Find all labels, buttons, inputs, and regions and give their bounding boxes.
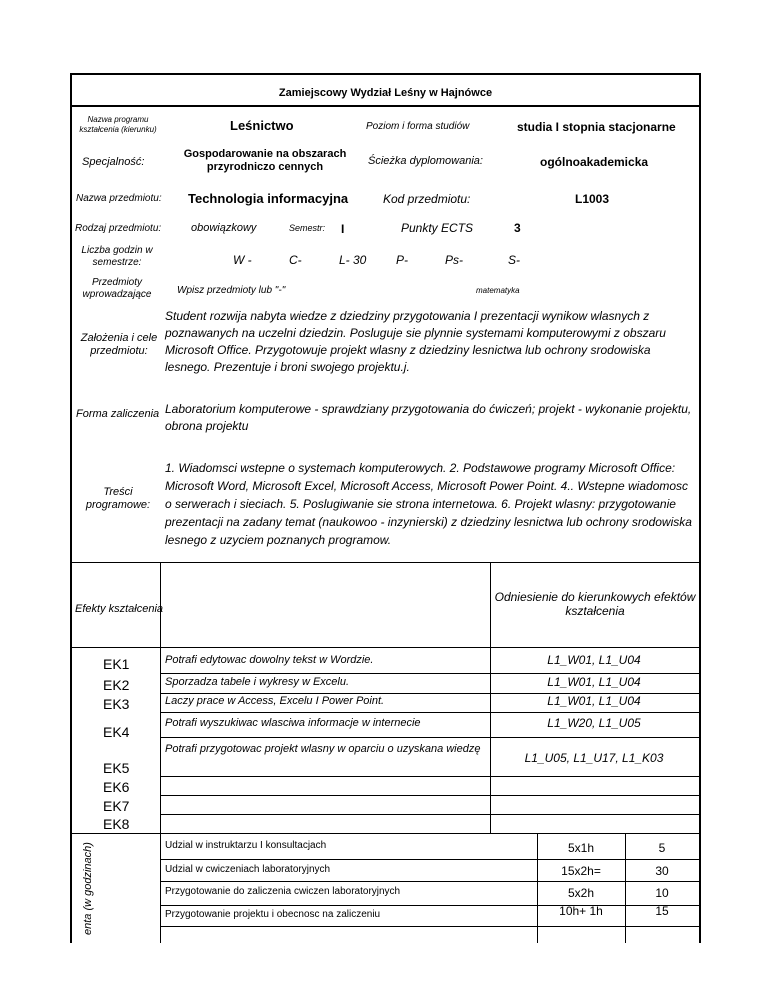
workload-activity: Udzial w cwiczeniach laboratoryjnych	[165, 864, 331, 875]
divider	[70, 647, 701, 648]
semester-value: I	[341, 222, 345, 236]
subject-label: Nazwa przedmiotu:	[76, 193, 162, 204]
specialty-label: Specjalność:	[82, 156, 145, 168]
outcome-text: Laczy prace w Access, Excelu I Power Point.	[165, 695, 385, 707]
workload-activity: Przygotowanie projektu i obecnosc na zaliczeniu	[165, 909, 381, 920]
program-value: Leśnictwo	[230, 118, 294, 133]
divider	[160, 859, 701, 860]
prereq-label: Przedmioty wprowadzające	[82, 277, 152, 300]
hours-c: C-	[289, 253, 302, 267]
divider	[160, 712, 701, 713]
divider	[160, 881, 701, 882]
workload-side-label: enta (w godzinach)	[82, 842, 94, 935]
divider	[70, 833, 701, 834]
hours-s: S-	[508, 253, 520, 267]
outcome-code: EK5	[103, 760, 130, 776]
level-value: studia I stopnia stacjonarne	[517, 120, 676, 134]
subject-value: Technologia informacyjna	[188, 191, 349, 206]
ects-value: 3	[514, 221, 521, 235]
outcome-code: EK2	[103, 677, 130, 693]
outcome-code: EK8	[103, 816, 130, 832]
prereq-value: matematyka	[476, 286, 520, 295]
divider	[160, 562, 161, 647]
outcome-ref: L1_W01, L1_U04	[547, 694, 641, 708]
divider	[160, 737, 701, 738]
workload-calc: 10h+ 1h	[559, 904, 603, 918]
outcome-text: Potrafi wyszukiwac wlasciwa informacje w internecie	[165, 717, 421, 729]
workload-calc: 15x2h=	[561, 864, 601, 878]
goals-text: Student rozwija nabyta wiedze z dziedziny przygotowania I prezentacji wynikow wlasnych z poznawanych na uczelni dziedzin. Posluguje sie plynnie systemami komputerowymi z obszaru Microsoft Office. Przygotowuje projekt wlasny z dziedziny lesnictwa lub ochrony srodowiska lesnego. Prezentuje i broni swojego projektu.j.	[165, 309, 666, 374]
type-label: Rodzaj przedmiotu:	[75, 223, 162, 234]
hours-ps: Ps-	[445, 253, 463, 267]
divider	[160, 814, 701, 815]
outcome-code: EK6	[103, 779, 130, 795]
divider	[490, 562, 491, 647]
divider	[70, 105, 701, 107]
outcome-code: EK7	[103, 798, 130, 814]
specialty-value: Gospodarowanie na obszarach przyrodniczo cennych	[183, 148, 347, 174]
outcome-text: Potrafi przygotowac projekt wlasny w oparciu o uzyskana wiedzę	[165, 743, 481, 755]
workload-activity: Przygotowanie do zaliczenia cwiczen laboratoryjnych	[165, 886, 401, 897]
divider	[160, 926, 701, 927]
workload-hours: 30	[655, 864, 669, 878]
assessment-text: Laboratorium komputerowe - sprawdziany przygotowania do ćwiczeń; projekt - wykonanie projektu, obrona projektu	[165, 402, 692, 433]
divider	[160, 776, 701, 777]
workload-hours: 15	[655, 904, 669, 918]
hours-w: W -	[233, 253, 252, 267]
level-label: Poziom i forma studiów	[366, 121, 470, 132]
outcome-text: Sporzadza tabele i wykresy w Excelu.	[165, 676, 350, 688]
divider	[70, 562, 701, 563]
outcome-code: EK4	[103, 724, 130, 740]
outcomes-label: Efekty kształcenia	[75, 603, 164, 615]
outcome-ref: L1_W20, L1_U05	[547, 716, 641, 730]
path-label: Ścieżka dyplomowania:	[368, 155, 483, 167]
type-value: obowiązkowy	[191, 222, 257, 234]
outcome-ref: L1_U05, L1_U17, L1_K03	[524, 751, 664, 765]
outcome-text: Potrafi edytowac dowolny tekst w Wordzie.	[165, 654, 374, 666]
content-text: 1. Wiadomsci wstepne o systemach komputerowych. 2. Podstawowe programy Microsoft Office: Microsoft Word, Microsoft Excel, Microsoft Access, Microsoft Power Point. 4.. Wstepne wiadomosc o serwerach i sieciach. 5. Poslugiwanie sie strona internetowa. 6. Projekt wlasny: przygotowanie prezentacji na zadany temat (naukowoo - inzynierski) z dziedziny lesnictwa lub ochrony srodowiska lesnego z uzyciem poznanych programow.	[165, 461, 692, 547]
workload-calc: 5x1h	[567, 841, 595, 855]
reference-header: Odniesienie do kierunkowych efektów kształcenia	[494, 590, 696, 619]
content-label: Treści programowe:	[85, 486, 151, 512]
divider	[160, 795, 701, 796]
program-label: Nazwa programu kształcenia (kierunku)	[79, 115, 157, 134]
workload-hours: 10	[655, 886, 669, 900]
path-value: ogólnoakademicka	[540, 155, 649, 169]
workload-activity: Udzial w instruktarzu I konsultacjach	[165, 840, 327, 851]
hours-l: L- 30	[339, 253, 367, 267]
code-value: L1003	[575, 192, 610, 206]
divider	[160, 647, 161, 833]
hours-label: Liczba godzin w semestrze:	[81, 245, 153, 268]
goals-label: Założenia i cele przedmiotu:	[80, 332, 158, 358]
outcome-code: EK3	[103, 696, 130, 712]
assessment-label: Forma zaliczenia	[76, 408, 160, 420]
divider	[160, 673, 701, 674]
semester-label: Semestr:	[289, 223, 326, 233]
hours-p: P-	[396, 253, 408, 267]
code-label: Kod przedmiotu:	[383, 192, 471, 206]
workload-hours: 5	[658, 841, 666, 855]
workload-calc: 5x2h	[567, 886, 595, 900]
ects-label: Punkty ECTS	[401, 221, 474, 235]
prereq-hint: Wpisz przedmioty lub "-"	[177, 285, 286, 296]
outcome-ref: L1_W01, L1_U04	[547, 675, 641, 689]
faculty-title: Zamiejscowy Wydział Leśny w Hajnówce	[278, 87, 493, 99]
outcome-code: EK1	[103, 656, 130, 672]
outcome-ref: L1_W01, L1_U04	[547, 653, 641, 667]
